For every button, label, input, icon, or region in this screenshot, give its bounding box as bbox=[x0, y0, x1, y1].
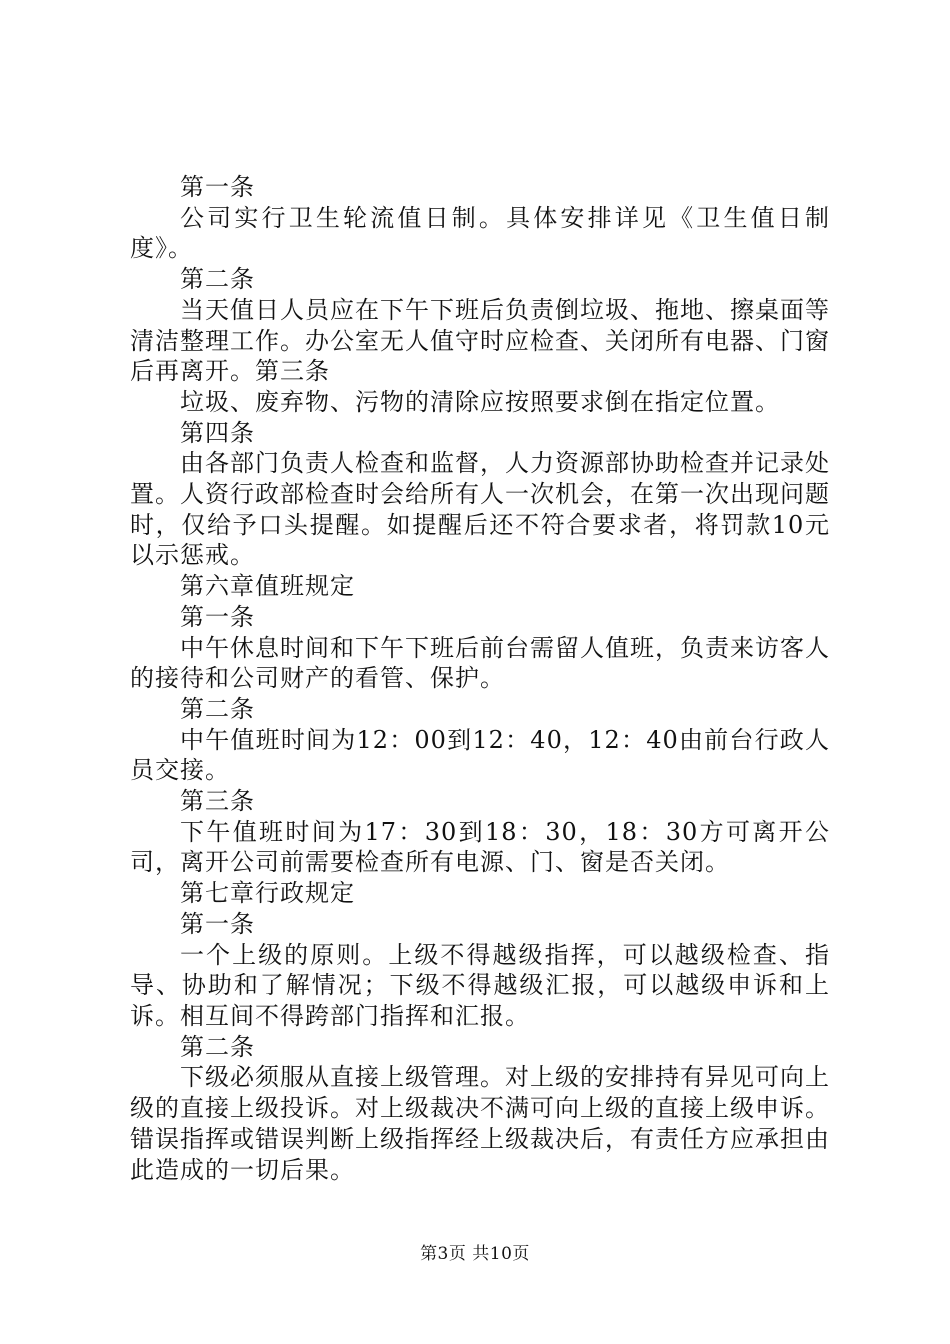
article-paragraph: 一个上级的原则。上级不得越级指挥，可以越级检查、指导、协助和了解情况；下级不得越级汇报，可以越级申诉和上诉。相互间不得跨部门指挥和汇报。 bbox=[130, 940, 830, 1030]
page-number-footer: 第3页 共10页 bbox=[420, 1244, 530, 1264]
article-heading: 第三条 bbox=[180, 787, 255, 816]
article-heading: 第一条 bbox=[180, 173, 255, 201]
article-paragraph: 垃圾、废弃物、污物的清除应按照要求倒在指定位置。 bbox=[180, 387, 780, 416]
article-paragraph: 中午休息时间和下午下班后前台需留人值班，负责来访客人的接待和公司财产的看管、保护。 bbox=[130, 633, 830, 693]
chapter-heading: 第六章值班规定 bbox=[180, 572, 355, 601]
article-paragraph: 公司实行卫生轮流值日制。具体安排详见《卫生值日制度》。 bbox=[130, 203, 830, 263]
article-heading: 第二条 bbox=[180, 1032, 255, 1061]
document-body bbox=[130, 172, 830, 1185]
article-heading: 第二条 bbox=[180, 694, 255, 723]
article-paragraph: 中午值班时间为12：00到12：40，12：40由前台行政人员交接。 bbox=[130, 725, 830, 785]
article-paragraph: 由各部门负责人检查和监督，人力资源部协助检查并记录处置。人资行政部检查时会给所有人一次机会，在第一次出现问题时，仅给予口头提醒。如提醒后还不符合要求者，将罚款10元以示惩戒。 bbox=[130, 449, 830, 570]
article-heading: 第一条 bbox=[180, 602, 255, 631]
article-heading: 第四条 bbox=[180, 418, 255, 447]
article-paragraph: 下午值班时间为17：30到18：30，18：30方可离开公司，离开公司前需要检查所有电源、门、窗是否关闭。 bbox=[130, 817, 830, 877]
article-heading: 第二条 bbox=[180, 265, 255, 294]
article-paragraph: 下级必须服从直接上级管理。对上级的安排持有异见可向上级的直接上级投诉。对上级裁决不满可向上级的直接上级申诉。错误指挥或错误判断上级指挥经上级裁决后，有责任方应承担由此造成的一切后果。 bbox=[130, 1063, 830, 1184]
article-heading: 第一条 bbox=[180, 909, 255, 938]
chapter-heading: 第七章行政规定 bbox=[180, 879, 355, 908]
article-paragraph: 当天值日人员应在下午下班后负责倒垃圾、拖地、擦桌面等清洁整理工作。办公室无人值守时应检查、关闭所有电器、门窗后再离开。第三条 bbox=[130, 295, 830, 386]
